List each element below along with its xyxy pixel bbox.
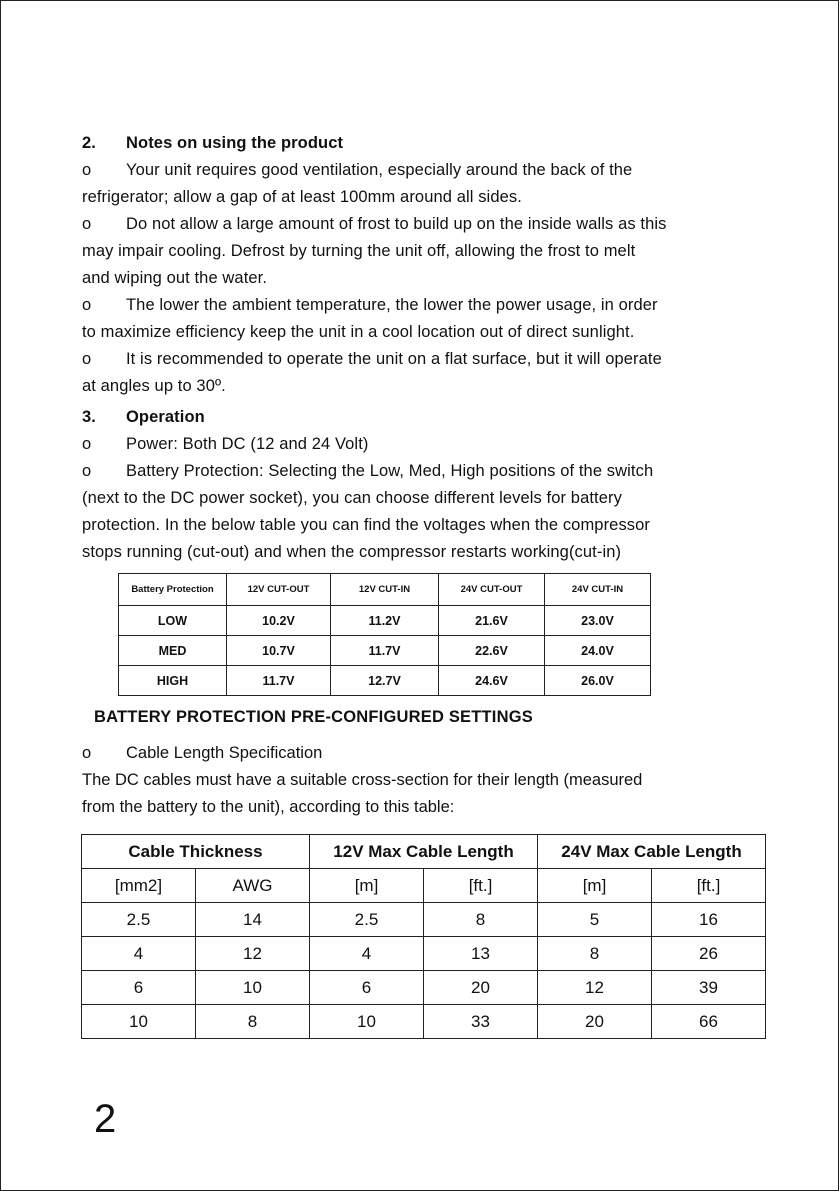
list-item-continuation: may impair cooling. Defrost by turning the unit off, allowing the frost to melt [82, 242, 636, 260]
bullet: o [82, 462, 92, 480]
list-item-continuation: to maximize efficiency keep the unit in a cool location out of direct sunlight. [82, 323, 635, 341]
header-cell: 12V Max Cable Length [310, 835, 538, 869]
table-cell: 12 [196, 937, 310, 971]
paragraph-line: from the battery to the unit), according to this table: [82, 798, 455, 816]
table-row [119, 606, 651, 636]
bullet: o [82, 215, 92, 233]
list-item-continuation: stops running (cut-out) and when the compressor restarts working(cut-in) [82, 543, 622, 561]
table-cell: 33 [424, 1005, 538, 1039]
subheader-cell: [ft.] [652, 869, 766, 903]
table-header-row [82, 835, 766, 869]
table-cell: 14 [196, 903, 310, 937]
table-cell: 26.0V [545, 666, 651, 696]
table-cell: 22.6V [439, 636, 545, 666]
table-cell: MED [119, 636, 227, 666]
table-cell: 6 [82, 971, 196, 1005]
table-cell: 24.6V [439, 666, 545, 696]
section-3-title: Operation [126, 408, 205, 426]
bullet: o [82, 744, 92, 762]
table-cell: 10 [310, 1005, 424, 1039]
subheader-cell: [m] [310, 869, 424, 903]
table-cell: 21.6V [439, 606, 545, 636]
battery-table-caption: BATTERY PROTECTION PRE-CONFIGURED SETTINGS [94, 708, 533, 726]
table-cell: 20 [538, 1005, 652, 1039]
list-item-text: The lower the ambient temperature, the lower the power usage, in order [126, 296, 658, 314]
header-cell: 12V CUT-IN [331, 574, 439, 606]
paragraph-line: The DC cables must have a suitable cross-section for their length (measured [82, 771, 643, 789]
table-cell: 12 [538, 971, 652, 1005]
table-row [119, 666, 651, 696]
section-2-number: 2. [82, 134, 96, 152]
list-item-text: It is recommended to operate the unit on a flat surface, but it will operate [126, 350, 662, 368]
table-header-row [119, 574, 651, 606]
table-cell: 10.7V [227, 636, 331, 666]
table-cell: 4 [82, 937, 196, 971]
subheader-cell: AWG [196, 869, 310, 903]
list-item [82, 346, 772, 373]
subheader-cell: [mm2] [82, 869, 196, 903]
list-item-continuation: (next to the DC power socket), you can choose different levels for battery [82, 489, 622, 507]
list-item [82, 292, 772, 319]
table-cell: 11.7V [227, 666, 331, 696]
section-3-number: 3. [82, 408, 96, 426]
power-text: Power: Both DC (12 and 24 Volt) [126, 435, 369, 453]
table-cell: 39 [652, 971, 766, 1005]
section-notes-operation [82, 130, 772, 566]
table-cell: 8 [196, 1005, 310, 1039]
table-cell: 12.7V [331, 666, 439, 696]
bullet: o [82, 296, 92, 314]
table-row [82, 903, 766, 937]
subheader-cell: [m] [538, 869, 652, 903]
table-cell: 10.2V [227, 606, 331, 636]
table-cell: 10 [82, 1005, 196, 1039]
table-cell: 2.5 [82, 903, 196, 937]
header-cell: 24V CUT-OUT [439, 574, 545, 606]
list-item-continuation: at angles up to 30º. [82, 377, 226, 395]
table-cell: 5 [538, 903, 652, 937]
cable-length-table [81, 834, 766, 1039]
table-row [82, 971, 766, 1005]
table-cell: 26 [652, 937, 766, 971]
table-cell: 23.0V [545, 606, 651, 636]
header-cell: 12V CUT-OUT [227, 574, 331, 606]
header-cell: 24V Max Cable Length [538, 835, 766, 869]
cable-section [82, 740, 772, 821]
cable-title: Cable Length Specification [126, 744, 323, 762]
table-cell: HIGH [119, 666, 227, 696]
table-row [119, 636, 651, 666]
bullet: o [82, 161, 92, 179]
section-2-heading [82, 130, 772, 157]
table-cell: 8 [538, 937, 652, 971]
table-row [82, 937, 766, 971]
bullet: o [82, 435, 92, 453]
table-cell: 20 [424, 971, 538, 1005]
list-item [82, 740, 772, 767]
table-row [82, 1005, 766, 1039]
list-item-continuation: and wiping out the water. [82, 269, 268, 287]
table-cell: 13 [424, 937, 538, 971]
list-item-text: Do not allow a large amount of frost to build up on the inside walls as this [126, 215, 667, 233]
list-item-text: Battery Protection: Selecting the Low, Med, High positions of the switch [126, 462, 654, 480]
section-3-heading [82, 404, 772, 431]
list-item [82, 211, 772, 238]
page-number: 2 [94, 1097, 117, 1141]
table-cell: 66 [652, 1005, 766, 1039]
list-item [82, 458, 772, 485]
list-item [82, 431, 772, 458]
battery-protection-table [118, 573, 651, 696]
table-cell: 4 [310, 937, 424, 971]
section-2-title: Notes on using the product [126, 134, 344, 152]
header-cell: Cable Thickness [82, 835, 310, 869]
subheader-cell: [ft.] [424, 869, 538, 903]
table-cell: 10 [196, 971, 310, 1005]
table-cell: 6 [310, 971, 424, 1005]
list-item [82, 157, 772, 184]
list-item-continuation: protection. In the below table you can find the voltages when the compressor [82, 516, 651, 534]
table-subheader-row [82, 869, 766, 903]
table-cell: 11.2V [331, 606, 439, 636]
table-cell: 2.5 [310, 903, 424, 937]
table-cell: 16 [652, 903, 766, 937]
table-cell: 8 [424, 903, 538, 937]
table-cell: LOW [119, 606, 227, 636]
header-cell: 24V CUT-IN [545, 574, 651, 606]
list-item-text: Your unit requires good ventilation, especially around the back of the [126, 161, 633, 179]
header-cell: Battery Protection [119, 574, 227, 606]
table-cell: 11.7V [331, 636, 439, 666]
bullet: o [82, 350, 92, 368]
table-cell: 24.0V [545, 636, 651, 666]
list-item-continuation: refrigerator; allow a gap of at least 100mm around all sides. [82, 188, 522, 206]
